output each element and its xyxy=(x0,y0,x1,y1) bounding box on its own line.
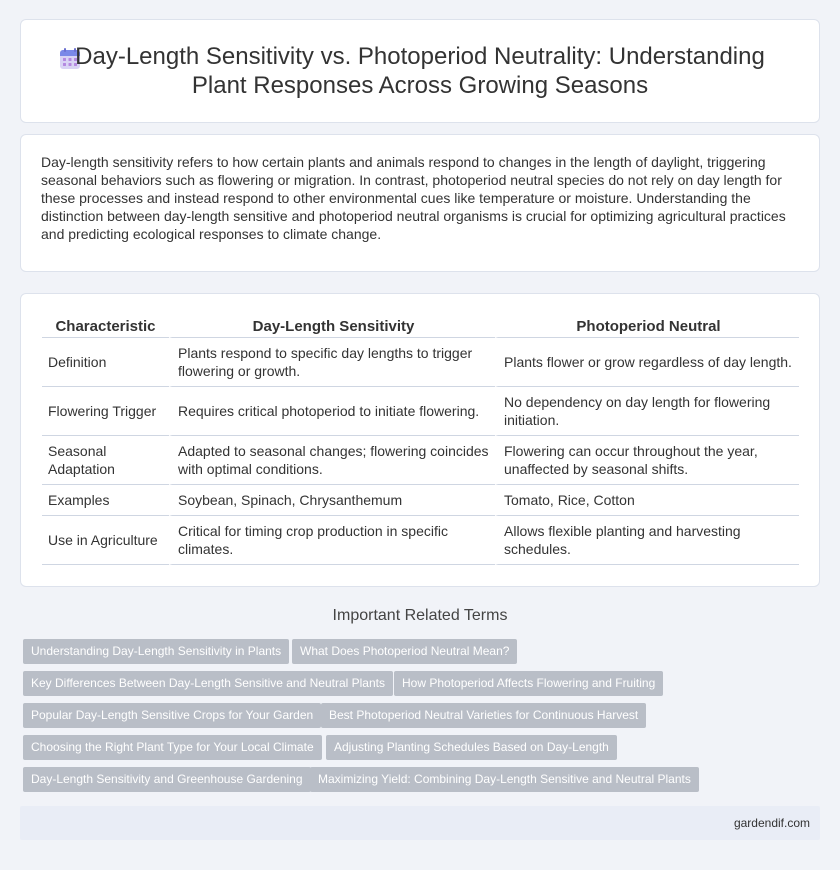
footer xyxy=(20,806,820,840)
related-term-tag[interactable]: How Photoperiod Affects Flowering and Fruiting xyxy=(394,671,663,696)
intro-paragraph: Day-length sensitivity refers to how certain plants and animals respond to changes in the length of daylight, triggering seasonal behaviors such as flowering or migration. In contrast, photoperiod neutral species do not rely on day length for these processes and instead respond to other environmental cues like temperature or moisture. Understanding the distinction between day-length sensitive and photoperiod neutral organisms is crucial for optimizing agricultural practices and predicting ecological responses to climate change. xyxy=(41,154,786,242)
related-term-tag[interactable]: Popular Day-Length Sensitive Crops for Your Garden xyxy=(23,703,321,728)
table-cell: Plants flower or grow regardless of day length. xyxy=(495,338,799,387)
page-title-line-1: Day-Length Sensitivity vs. Photoperiod Neutrality: Understanding xyxy=(75,43,765,70)
table-cell: Examples xyxy=(42,485,169,516)
comparison-table xyxy=(42,314,799,565)
table-cell: Requires critical photoperiod to initiate flowering. xyxy=(169,387,495,436)
table-cell: Critical for timing crop production in specific climates. xyxy=(169,516,495,565)
related-terms-heading: Important Related Terms xyxy=(332,607,508,624)
related-term-tag[interactable]: Key Differences Between Day-Length Sensitive and Neutral Plants xyxy=(23,671,393,696)
table-row xyxy=(42,338,799,387)
column-header: Photoperiod Neutral xyxy=(495,314,799,338)
table-cell: Adapted to seasonal changes; flowering coincides with optimal conditions. xyxy=(169,436,495,485)
related-term-tag[interactable]: Best Photoperiod Neutral Varieties for Continuous Harvest xyxy=(321,703,646,728)
table-cell: Seasonal Adaptation xyxy=(42,436,169,485)
table-cell: Soybean, Spinach, Chrysanthemum xyxy=(169,485,495,516)
related-term-tag[interactable]: Understanding Day-Length Sensitivity in Plants xyxy=(23,639,289,664)
footer-site-link[interactable]: gardendif.com xyxy=(733,816,810,830)
table-cell: Flowering can occur throughout the year, unaffected by seasonal shifts. xyxy=(495,436,799,485)
related-term-tag[interactable]: Choosing the Right Plant Type for Your Local Climate xyxy=(23,735,322,760)
table-row xyxy=(42,387,799,436)
table-row xyxy=(42,436,799,485)
intro-card xyxy=(20,134,820,272)
table-row xyxy=(42,485,799,516)
related-term-tag[interactable]: What Does Photoperiod Neutral Mean? xyxy=(292,639,517,664)
page-title xyxy=(21,42,819,100)
related-term-tag[interactable]: Day-Length Sensitivity and Greenhouse Gardening xyxy=(23,767,311,792)
table-cell: No dependency on day length for flowering initiation. xyxy=(495,387,799,436)
table-cell: Plants respond to specific day lengths to trigger flowering or growth. xyxy=(169,338,495,387)
table-cell: Flowering Trigger xyxy=(42,387,169,436)
table-cell: Allows flexible planting and harvesting schedules. xyxy=(495,516,799,565)
related-term-tag[interactable]: Maximizing Yield: Combining Day-Length Sensitive and Neutral Plants xyxy=(310,767,699,792)
related-term-tag[interactable]: Adjusting Planting Schedules Based on Day-Length xyxy=(326,735,617,760)
page-title-line-2: Plant Responses Across Growing Seasons xyxy=(191,72,649,99)
table-row xyxy=(42,516,799,565)
table-cell: Definition xyxy=(42,338,169,387)
column-header: Characteristic xyxy=(42,314,169,338)
comparison-table-card xyxy=(20,293,820,587)
title-card xyxy=(20,19,820,123)
column-header: Day-Length Sensitivity xyxy=(169,314,495,338)
table-cell: Use in Agriculture xyxy=(42,516,169,565)
table-cell: Tomato, Rice, Cotton xyxy=(495,485,799,516)
table-header-row xyxy=(42,314,799,338)
